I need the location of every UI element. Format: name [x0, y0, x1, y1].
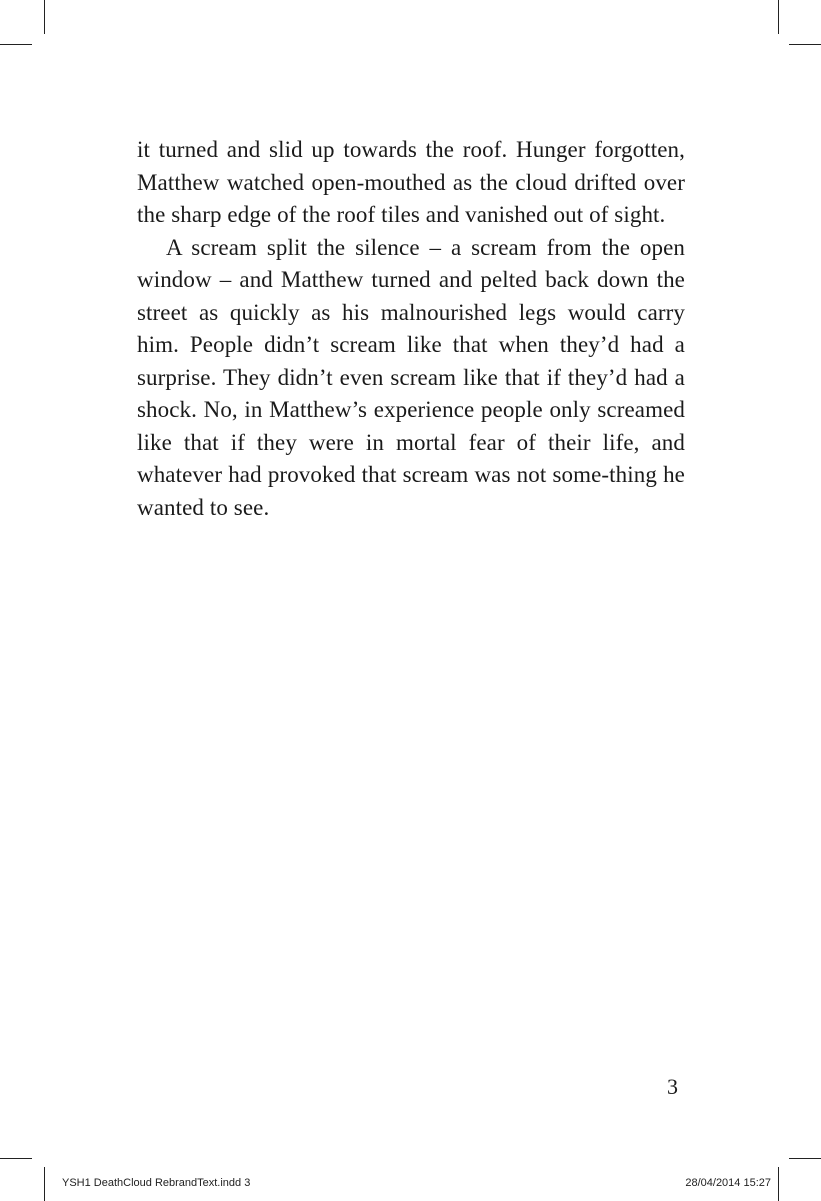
- crop-mark-top-right-vertical: [778, 0, 779, 34]
- page-number: 3: [667, 1074, 678, 1099]
- crop-mark-bottom-left-horizontal: [0, 1158, 32, 1159]
- crop-mark-bottom-left-vertical: [44, 1167, 45, 1201]
- paragraph-scream: A scream split the silence – a scream from the open window – and Matthew turned and pelted back down the street as quickly as his malnourished legs would carry him. People didn’t scream like that when they’d had a surprise. They didn’t even scream like that if they’d had a shock. No, in Matthew’s experience people only screamed like that if they were in mortal fear of their life, and whatever had provoked that scream was not some-thing he wanted to see.: [137, 234, 685, 520]
- crop-mark-bottom-right-horizontal: [789, 1158, 821, 1159]
- slug-datetime: 28/04/2014 15:27: [685, 1177, 771, 1189]
- crop-mark-top-right-horizontal: [789, 44, 821, 45]
- crop-mark-top-left-horizontal: [0, 44, 32, 45]
- paragraph-continued: it turned and slid up towards the roof. Hunger forgotten, Matthew watched open-mouthed as the cloud drifted over the sharp edge of the roof tiles and vanished out of sight.: [137, 137, 685, 227]
- body-text: [137, 134, 685, 524]
- slug-file-name: YSH1 DeathCloud RebrandText.indd 3: [62, 1177, 251, 1189]
- crop-mark-bottom-right-vertical: [778, 1167, 779, 1201]
- crop-mark-top-left-vertical: [44, 0, 45, 34]
